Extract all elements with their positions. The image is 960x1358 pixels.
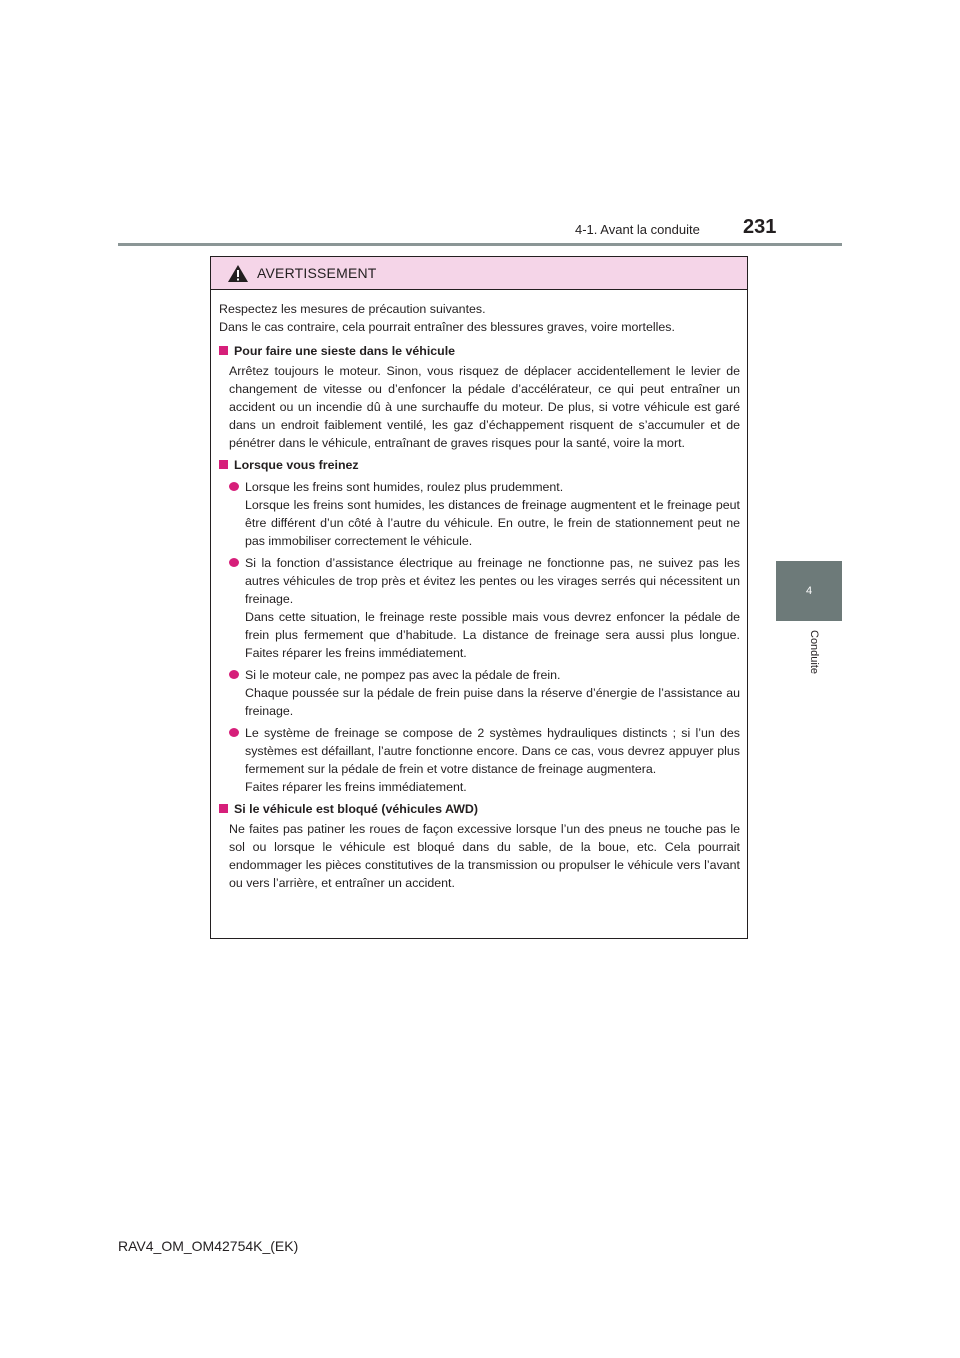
circle-bullet-icon [229, 482, 239, 491]
page-number: 231 [743, 216, 777, 238]
list-item [229, 666, 740, 720]
bullet-line: Faites réparer les freins immédiatement. [245, 780, 467, 794]
circle-bullet-icon [229, 728, 239, 737]
warning-title: AVERTISSEMENT [257, 265, 377, 281]
square-bullet-icon [219, 804, 228, 813]
warning-header [211, 257, 747, 290]
bullet-line: Dans cette situation, le freinage reste possible mais vous devrez enfoncer la pédale de frein plus fermement que d’habitude. La distance de freinage sera aussi plus longue. Faites réparer les freins immédiatement. [245, 610, 740, 660]
bullet-line: Le système de freinage se compose de 2 systèmes hydrauliques distincts ; si l’un des systèmes est défaillant, l’autre fonctionne encore. Dans ce cas, vous devrez appuyer plus fermement sur la pédale de frein et votre distance de freinage augmentera. [245, 726, 740, 776]
bullet-line: Si la fonction d’assistance électrique au freinage ne fonctionne pas, ne suivez pas les autres véhicules de trop près et évitez les pentes ou les virages serrés qui nécessitent un freinage. [245, 556, 740, 606]
chapter-label: Conduite [808, 630, 820, 675]
section-heading-sieste [219, 342, 740, 360]
section-title: 4-1. Avant la conduite [575, 222, 700, 237]
square-bullet-icon [219, 346, 228, 355]
intro-line: Dans le cas contraire, cela pourrait entraîner des blessures graves, voire mortelles. [219, 320, 675, 334]
bullet-line: Si le moteur cale, ne pompez pas avec la pédale de frein. [245, 668, 561, 682]
warning-box [210, 256, 748, 939]
warning-body [211, 290, 747, 892]
section-heading-freinage [219, 456, 740, 474]
header-divider [118, 243, 842, 246]
section-paragraph: Arrêtez toujours le moteur. Sinon, vous risquez de déplacer accidentellement le levier de changement de vitesse ou d’enfoncer la pédale d’accélérateur, ce qui peut entraîner un accident ou un incendie dû à une surchauffe du moteur. De plus, si votre véhicule est garé dans un endroit faiblement ventilé, les gaz d’échappement risquent de s’accumuler et de pénétrer dans le véhicule, entraînant de graves risques pour la santé, voire la mort. [229, 364, 740, 450]
warning-intro [219, 300, 740, 336]
circle-bullet-icon [229, 670, 239, 679]
document-code: RAV4_OM_OM42754K_(EK) [118, 1238, 299, 1254]
section-heading-text: Pour faire une sieste dans le véhicule [234, 344, 456, 358]
chapter-tab: 4 [776, 561, 842, 621]
bullet-line: Lorsque les freins sont humides, les distances de freinage augmentent et le freinage peut être différent d’un côté à l’autre du véhicule. En outre, le frein de stationnement peut ne pas immobiliser correctement le véhicule. [245, 498, 740, 548]
section-heading-bloque [219, 800, 740, 818]
section-heading-text: Lorsque vous freinez [234, 458, 359, 472]
section-paragraph: Ne faites pas patiner les roues de façon excessive lorsque l’un des pneus ne touche pas le sol ou lorsque le véhicule est bloqué dans du sable, de la boue, etc. Cela pourrait endommager les pièces constitutives de la transmission ou propulser le véhicule vers l’avant ou vers l’arrière, et entraîner un accident. [229, 822, 740, 890]
circle-bullet-icon [229, 558, 239, 567]
list-item [229, 478, 740, 550]
bullet-line: Lorsque les freins sont humides, roulez plus prudemment. [245, 480, 564, 494]
intro-line: Respectez les mesures de précaution suivantes. [219, 302, 486, 316]
list-item [229, 554, 740, 662]
square-bullet-icon [219, 460, 228, 469]
section-heading-text: Si le véhicule est bloqué (véhicules AWD) [234, 802, 478, 816]
list-item [229, 724, 740, 796]
warning-triangle-icon [227, 264, 249, 283]
bullet-line: Chaque poussée sur la pédale de frein puise dans la réserve d’énergie de l’assistance au freinage. [245, 686, 740, 718]
